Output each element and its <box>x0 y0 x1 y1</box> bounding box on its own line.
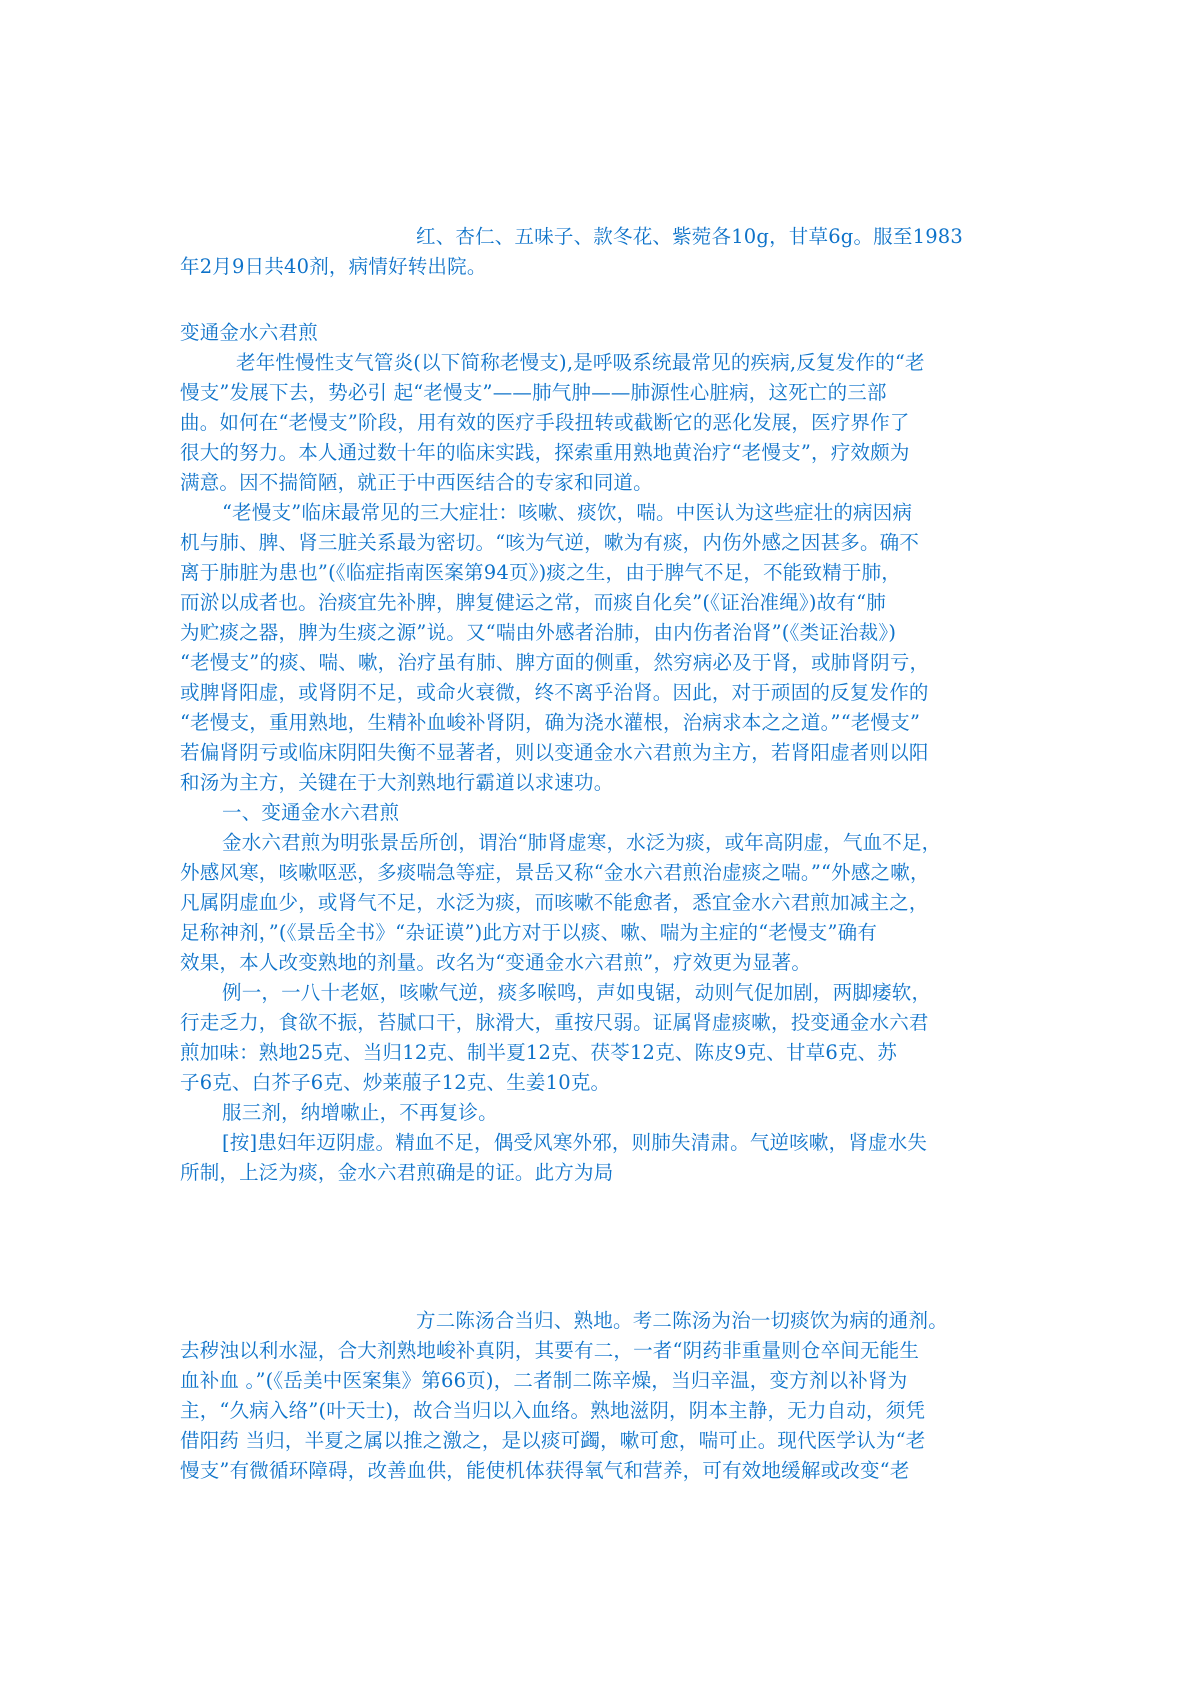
text-line: 主，“久病入络”(叶天士)，故合当归以入血络。熟地滋阴，阴本主静，无力自动，须凭 <box>180 1399 926 1422</box>
text-line: 外感风寒，咳嗽呕恶，多痰喘急等症，景岳又称“金水六君煎治虚痰之喘。”“外感之嗽， <box>180 861 930 884</box>
text-line: 子6克、白芥子6克、炒莱菔子12克、生姜10克。 <box>180 1071 611 1094</box>
text-line: [按]患妇年迈阴虚。精血不足，偶受风寒外邪，则肺失清肃。气逆咳嗽，肾虚水失 <box>222 1131 928 1154</box>
text-line: 若偏肾阴亏或临床阴阳失衡不显著者，则以变通金水六君煎为主方，若肾阳虚者则以阳 <box>180 741 929 764</box>
text-line: “老慢支，重用熟地，生精补血峻补肾阴，确为浇水灌根，治病求本之之道。”“老慢支” <box>180 711 921 734</box>
subsection-title: 一、变通金水六君煎 <box>222 801 400 824</box>
text-line: 借阳药 当归，半夏之属以推之激之，是以痰可蠲，嗽可愈，喘可止。现代医学认为“老 <box>180 1429 926 1452</box>
text-line: 金水六君煎为明张景岳所创，谓治“肺肾虚寒，水泛为痰，或年高阴虚，气血不足， <box>222 831 942 854</box>
text-line: 而淤以成者也。治痰宜先补脾，脾复健运之常，而痰自化矣”(《证治准绳》)故有“肺 <box>180 591 886 614</box>
text-line: 例一，一八十老妪，咳嗽气逆，痰多喉鸣，声如曳锯，动则气促加剧，两脚痿软， <box>222 981 932 1004</box>
text-line: 年2月9日共40剂，病情好转出院。 <box>180 255 487 278</box>
text-line: 慢支”有微循环障碍，改善血供，能使机体获得氧气和营养，可有效地缓解或改变“老 <box>180 1459 910 1482</box>
text-line: 慢支”发展下去，势必引 起“老慢支”——肺气肿——肺源性心脏病，这死亡的三部 <box>180 381 887 404</box>
text-line: 离于肺脏为患也”(《临症指南医案第94页》)痰之生，由于脾气不足，不能致精于肺， <box>180 561 901 584</box>
text-line: “老慢支”临床最常见的三大症壮：咳嗽、痰饮，喘。中医认为这些症壮的病因病 <box>222 501 913 524</box>
text-line: 曲。如何在“老慢支”阶段，用有效的医疗手段扭转或截断它的恶化发展，医疗界作了 <box>180 411 910 434</box>
text-line: “老慢支”的痰、喘、嗽，治疗虽有肺、脾方面的侧重，然穷病必及于肾，或肺肾阴亏， <box>180 651 930 674</box>
text-line: 方二陈汤合当归、熟地。考二陈汤为治一切痰饮为病的通剂。 <box>416 1309 948 1332</box>
text-line: 机与肺、脾、肾三脏关系最为密切。“咳为气逆，嗽为有痰，内伤外感之因甚多。确不 <box>180 531 920 554</box>
text-line: 为贮痰之器，脾为生痰之源”说。又“喘由外感者治肺，由内伤者治肾”(《类证治裁》) <box>180 621 897 644</box>
text-line: 所制，上泛为痰，金水六君煎确是的证。此方为局 <box>180 1161 614 1184</box>
text-line: 和汤为主方，关键在于大剂熟地行霸道以求速功。 <box>180 771 614 794</box>
text-line: 去秽浊以利水湿，合大剂熟地峻补真阴，其要有二，一者“阴药非重量则仓卒间无能生 <box>180 1339 920 1362</box>
text-line: 血补血 。”(《岳美中医案集》第66页)，二者制二陈辛燥，当归辛温，变方剂以补肾为 <box>180 1369 908 1392</box>
section-title: 变通金水六君煎 <box>180 321 318 344</box>
text-line: 老年性慢性支气管炎(以下简称老慢支),是呼吸系统最常见的疾病,反复发作的“老 <box>236 351 925 374</box>
text-line: 红、杏仁、五味子、款冬花、紫菀各10g，甘草6g。服至1983 <box>416 225 964 248</box>
text-line: 很大的努力。本人通过数十年的临床实践，探索重用熟地黄治疗“老慢支”，疗效颇为 <box>180 441 910 464</box>
text-line: 满意。因不揣简陋，就正于中西医结合的专家和同道。 <box>180 471 653 494</box>
text-line: 或脾肾阳虚，或肾阴不足，或命火衰微，终不离乎治肾。因此，对于顽固的反复发作的 <box>180 681 929 704</box>
text-line: 足称神剂，”(《景岳全书》“杂证谟”)此方对于以痰、嗽、喘为主症的“老慢支”确有 <box>180 921 878 944</box>
text-line: 行走乏力，食欲不振，苔腻口干，脉滑大，重按尺弱。证属肾虚痰嗽，投变通金水六君 <box>180 1011 929 1034</box>
text-line: 服三剂，纳增嗽止，不再复诊。 <box>222 1101 498 1124</box>
text-line: 煎加味：熟地25克、当归12克、制半夏12克、茯苓12克、陈皮9克、甘草6克、苏 <box>180 1041 898 1064</box>
text-line: 凡属阴虚血少，或肾气不足，水泛为痰，而咳嗽不能愈者，悉宜金水六君煎加减主之， <box>180 891 929 914</box>
text-line: 效果，本人改变熟地的剂量。改名为“变通金水六君煎”，疗效更为显著。 <box>180 951 812 974</box>
